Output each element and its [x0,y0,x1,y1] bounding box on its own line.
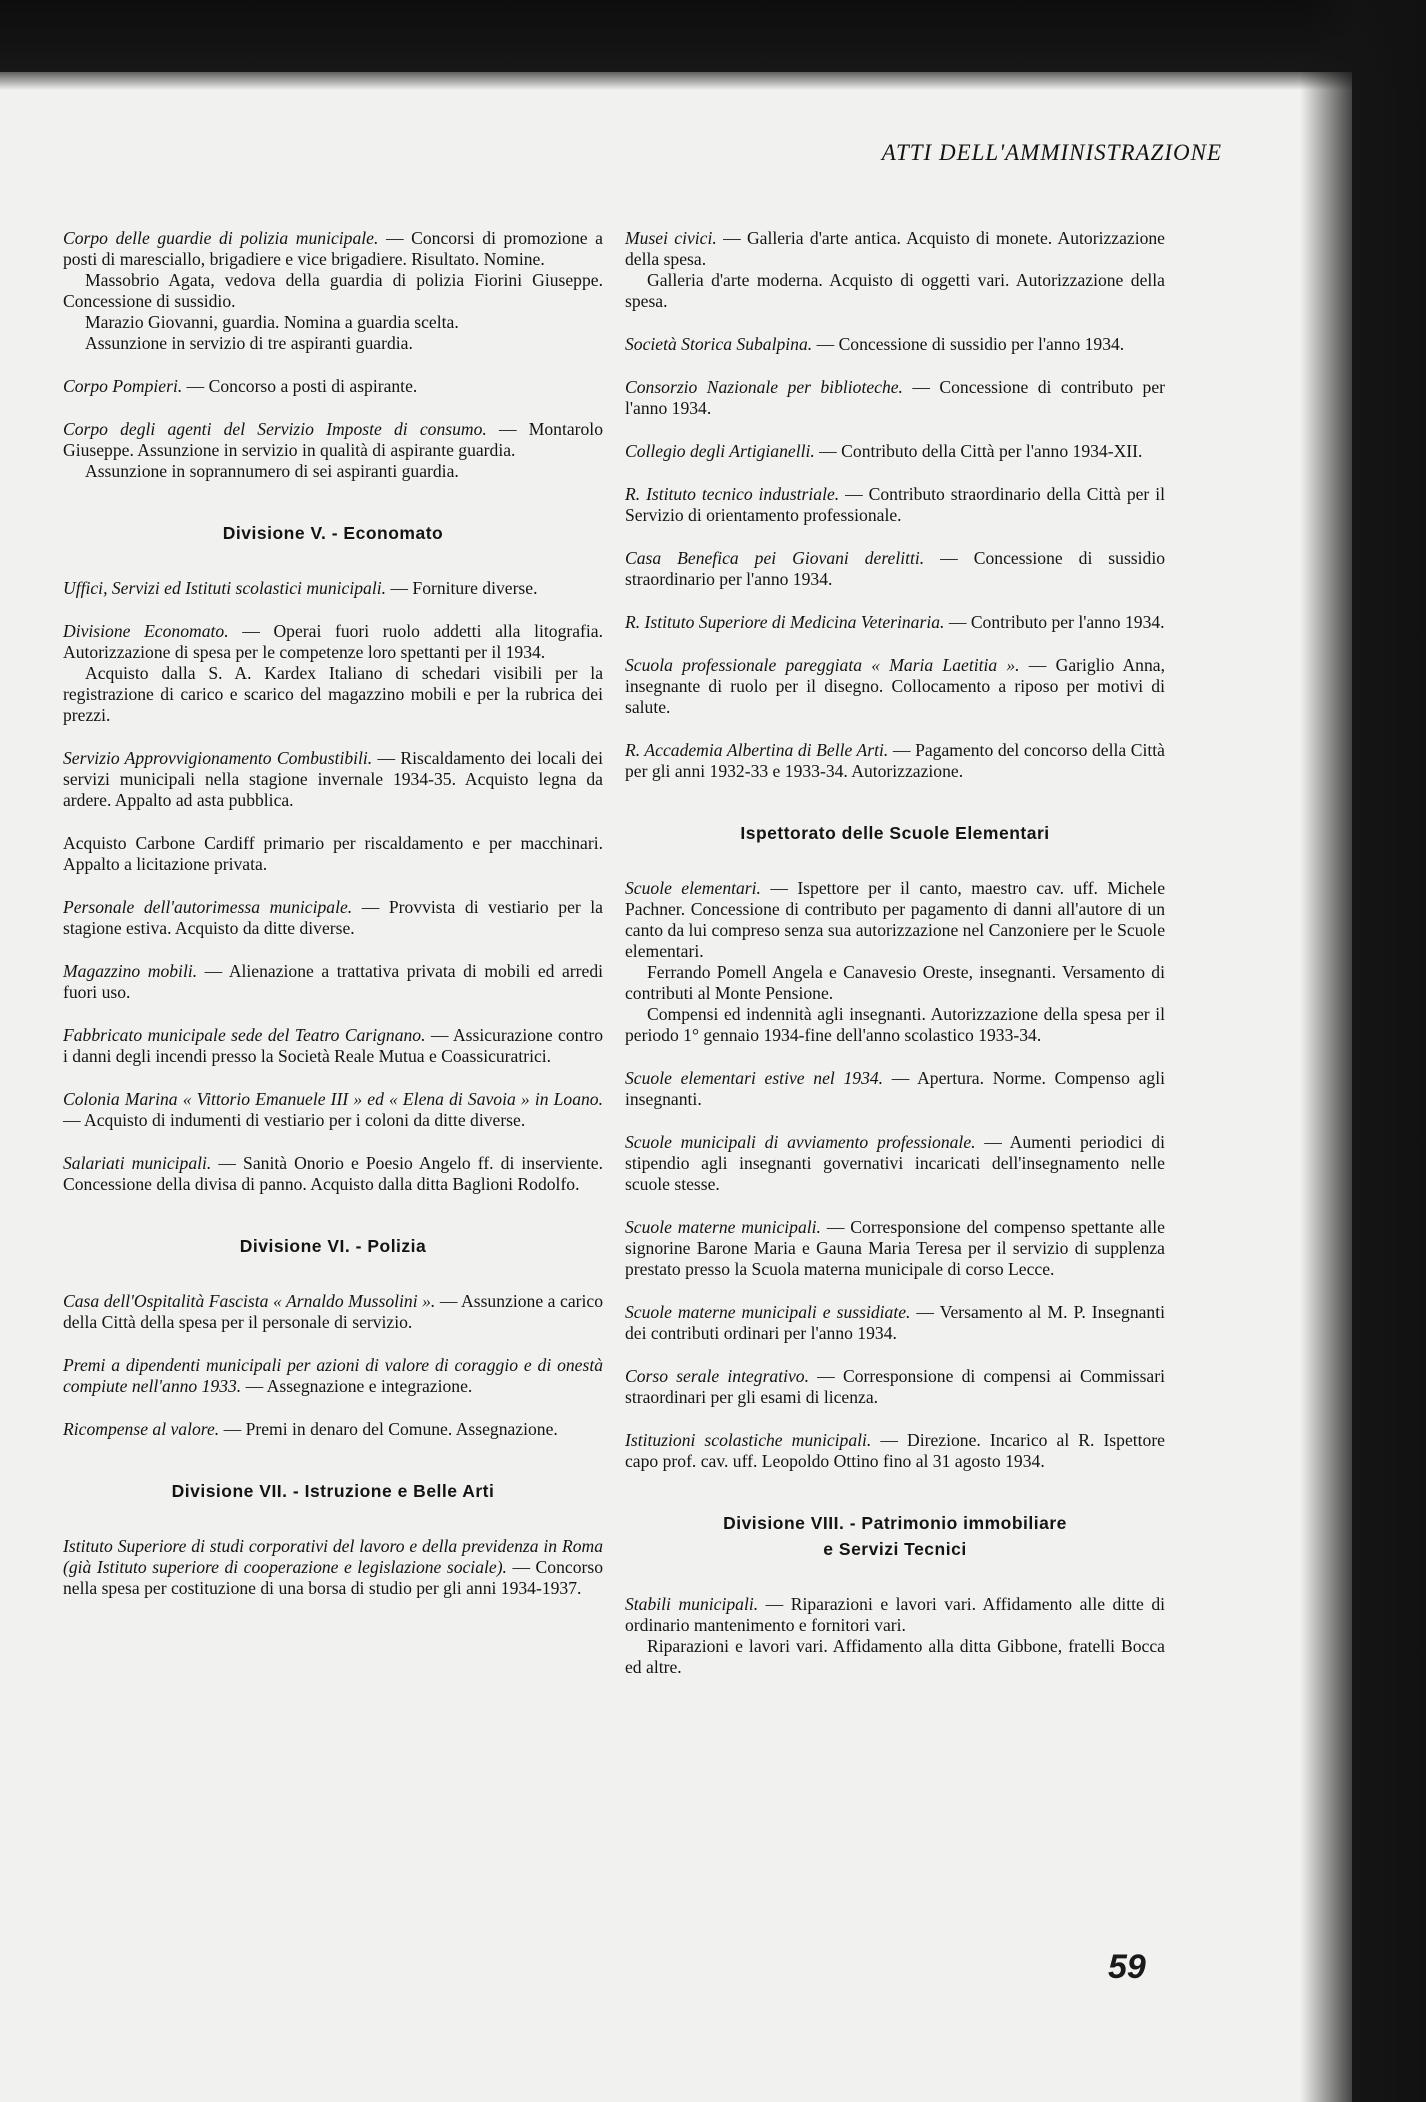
entry-title: Istituto Superiore di studi corporativi del lavoro e della previdenza in Roma (già Istituto superiore di cooperazione e legislazione sociale). [63,1536,603,1577]
entry-text: — Riparazioni e lavori vari. Affidamento alle ditte di ordinario mantenimento e fornitori vari. [625,1594,1166,1635]
entry-text: — Contributo della Città per l'anno 1934-XII. [814,441,1143,461]
entry-title: Scuole elementari estive nel 1934. [625,1068,884,1088]
entry [63,621,603,726]
entry-title: Personale dell'autorimessa municipale. [63,897,353,917]
entry-text: — Versamento al M. P. Insegnanti dei contributi ordinari per l'anno 1934. [625,1302,1166,1343]
right-column [625,228,1165,1700]
entry [63,961,603,1003]
entry [63,897,603,939]
entry [63,1536,603,1599]
entry [625,1594,1165,1678]
entry-text: — Contributo straordinario della Città per il Servizio di orientamento professionale. [625,484,1165,525]
entry-text: Acquisto Carbone Cardiff primario per riscaldamento e per macchinari. Appalto a licitazione privata. [63,833,603,874]
entry-title: Magazzino mobili. [63,961,198,981]
entry-title: Musei civici. [625,228,717,248]
section-heading-line: e Servizi Tecnici [823,1539,967,1559]
running-header: ATTI DELL'AMMINISTRAZIONE [881,140,1222,165]
entry-title: Scuole materne municipali e sussidiate. [625,1302,911,1322]
entry [625,334,1165,355]
entry-title: Casa Benefica pei Giovani derelitti. [625,548,925,568]
section-heading [625,1510,1165,1562]
section-heading: Ispettorato delle Scuole Elementari [740,823,1050,843]
entry [625,377,1165,419]
entry-text: — Ispettore per il canto, maestro cav. uff. Michele Pachner. Concessione di contributo per pagamento di danni all'autore di un canto da lui compreso senza sua autorizzazione nel Canzoniere per le Scuole elementari. [625,878,1165,961]
entry-text: — Aumenti periodici di stipendio agli insegnanti governativi incaricati dell'insegnamento nelle scuole stesse. [625,1132,1165,1194]
entry-text: — Corresponsione del compenso spettante alle signorine Barone Maria e Gauna Maria Teresa per il servizio di supplenza prestato presso la Scuola materna municipale di corso Lecce. [625,1217,1165,1279]
section-heading: Divisione V. - Economato [222,523,444,543]
entry [625,548,1165,590]
entry-title: Colonia Marina « Vittorio Emanuele III » ed « Elena di Savoia » in Loano. [63,1089,603,1109]
entry-title: Collegio degli Artigianelli. [625,441,815,461]
entry-title: Scuole materne municipali. [625,1217,821,1237]
entry-title: Corso serale integrativo. [625,1366,809,1386]
entry [63,1153,603,1195]
entry-title: Fabbricato municipale sede del Teatro Carignano. [63,1025,426,1045]
entry-paragraph: Riparazioni e lavori vari. Affidamento alla ditta Gibbone, fratelli Bocca ed altre. [625,1636,1165,1677]
entry-title: Uffici, Servizi ed Istituti scolastici municipali. [63,578,387,598]
entry [63,748,603,811]
page-number: 59 [1108,1948,1146,1986]
entry [625,1366,1165,1408]
entry-paragraph: Galleria d'arte moderna. Acquisto di oggetti vari. Autorizzazione della spesa. [625,270,1165,311]
entry-title: Scuola professionale pareggiata « Maria Laetitia ». [625,655,1020,675]
left-column [63,228,603,1621]
entry-title: Società Storica Subalpina. [625,334,813,354]
entry-paragraph: Assunzione in servizio di tre aspiranti guardia. [85,333,413,353]
entry [625,1302,1165,1344]
entry-paragraph: Acquisto dalla S. A. Kardex Italiano di schedari visibili per la registrazione di carico e scarico del magazzino mobili e per la rubrica dei prezzi. [63,663,603,725]
entry-text: — Concorso a posti di aspirante. [182,376,418,396]
entry-text: — Assunzione a carico della Città della spesa per il personale di servizio. [63,1291,603,1332]
entry [625,655,1165,718]
entry-title: Corpo delle guardie di polizia municipale. [63,228,379,248]
entry [625,1217,1165,1280]
entry [63,228,603,354]
entry-title: Servizio Approvvigionamento Combustibili. [63,748,373,768]
entry-text: — Operai fuori ruolo addetti alla litografia. Autorizzazione di spesa per le competenze loro spettanti per il 1934. [63,621,604,662]
entry-text: — Premi in denaro del Comune. Assegnazione. [219,1419,558,1439]
entry-text: — Provvista di vestiario per la stagione estiva. Acquisto da ditte diverse. [63,897,603,938]
entry-text: — Assegnazione e integrazione. [241,1376,473,1396]
entry [63,1291,603,1333]
entry-paragraph: Compensi ed indennità agli insegnanti. Autorizzazione della spesa per il periodo 1° gennaio 1934-fine dell'anno scolastico 1933-34. [625,1004,1165,1045]
entry-text: — Apertura. Norme. Compenso agli insegnanti. [625,1068,1165,1109]
entry [63,1025,603,1067]
entry [63,419,603,482]
entry [63,1355,603,1397]
entry [63,578,603,599]
entry-title: R. Accademia Albertina di Belle Arti. [625,740,889,760]
entry-text: — Contributo per l'anno 1934. [944,612,1165,632]
entry-text: — Acquisto di indumenti di vestiario per i coloni da ditte diverse. [63,1110,526,1130]
entry-title: Consorzio Nazionale per biblioteche. [625,377,903,397]
scan-binding-shadow [1300,0,1426,2102]
entry-title: Scuole elementari. [625,878,761,898]
entry [625,441,1165,462]
entry [63,376,603,397]
entry [625,878,1165,1046]
entry-title: Corpo degli agenti del Servizio Imposte di consumo. [63,419,487,439]
entry [63,1419,603,1440]
entry [625,1430,1165,1472]
section-heading-line: Divisione VIII. - Patrimonio immobiliare [723,1513,1067,1533]
entry-title: Salariati municipali. [63,1153,212,1173]
entry-text: — Concessione di sussidio per l'anno 1934. [812,334,1125,354]
entry-text: — Sanità Onorio e Poesio Angelo ff. di inserviente. Concessione della divisa di panno. Acquisto dalla ditta Baglioni Rodolfo. [63,1153,603,1194]
entry-title: Scuole municipali di avviamento professionale. [625,1132,976,1152]
entry-text: — Riscaldamento dei locali dei servizi municipali nella stagione invernale 1934-35. Acquisto legna da ardere. Appalto ad asta pubblica. [63,748,603,810]
section-heading: Divisione VI. - Polizia [239,1236,427,1256]
entry [625,1132,1165,1195]
entry-title: R. Istituto Superiore di Medicina Veterinaria. [625,612,945,632]
entry [625,612,1165,633]
entry-title: R. Istituto tecnico industriale. [625,484,840,504]
entry-text: — Concessione di contributo per l'anno 1934. [625,377,1166,418]
entry-text: — Alienazione a trattativa privata di mobili ed arredi fuori uso. [63,961,604,1002]
entry-text: — Concorso nella spesa per costituzione di una borsa di studio per gli anni 1934-1937. [63,1557,603,1598]
section-heading: Divisione VII. - Istruzione e Belle Arti [171,1481,495,1501]
entry-text: — Corresponsione di compensi ai Commissari straordinari per gli esami di licenza. [625,1366,1165,1407]
entry-title: Istituzioni scolastiche municipali. [625,1430,872,1450]
entry-title: Divisione Economato. [63,621,229,641]
entry [63,1089,603,1131]
entry-text: — Gariglio Anna, insegnante di ruolo per il disegno. Collocamento a riposo per motivi di salute. [625,655,1165,717]
entry [625,484,1165,526]
entry-title: Premi a dipendenti municipali per azioni di valore di coraggio e di onestà compiute nell'anno 1933. [63,1355,603,1396]
entry-title: Stabili municipali. [625,1594,759,1614]
entry-text: — Concessione di sussidio straordinario per l'anno 1934. [625,548,1166,589]
entry-paragraph: Massobrio Agata, vedova della guardia di polizia Fiorini Giuseppe. Concessione di sussidio. [63,270,603,311]
entry-text: — Montarolo Giuseppe. Assunzione in servizio in qualità di aspirante guardia. [63,419,603,460]
entry-text: — Pagamento del concorso della Città per gli anni 1932-33 e 1933-34. Autorizzazione. [625,740,1165,781]
entry-text: — Assicurazione contro i danni degli incendi presso la Società Reale Mutua e Coassicuratrici. [63,1025,603,1066]
entry-paragraph: Assunzione in soprannumero di sei aspiranti guardia. [85,461,459,481]
entry-text: — Direzione. Incarico al R. Ispettore capo prof. cav. uff. Leopoldo Ottino fino al 31 agosto 1934. [625,1430,1165,1471]
entry [625,740,1165,782]
entry [625,228,1165,312]
entry-title: Ricompense al valore. [63,1419,220,1439]
scan-top-shadow [0,0,1426,90]
entry [625,1068,1165,1110]
entry-text: — Forniture diverse. [386,578,538,598]
entry-title: Corpo Pompieri. [63,376,183,396]
entry-text: — Concorsi di promozione a posti di maresciallo, brigadiere e vice brigadiere. Risultato. Nomine. [63,228,603,269]
entry-title: Casa dell'Ospitalità Fascista « Arnaldo Mussolini ». [63,1291,436,1311]
entry [63,833,603,875]
entry-text: — Galleria d'arte antica. Acquisto di monete. Autorizzazione della spesa. [625,228,1165,269]
entry-paragraph: Marazio Giovanni, guardia. Nomina a guardia scelta. [85,312,459,332]
entry-paragraph: Ferrando Pomell Angela e Canavesio Oreste, insegnanti. Versamento di contributi al Monte Pensione. [625,962,1165,1003]
